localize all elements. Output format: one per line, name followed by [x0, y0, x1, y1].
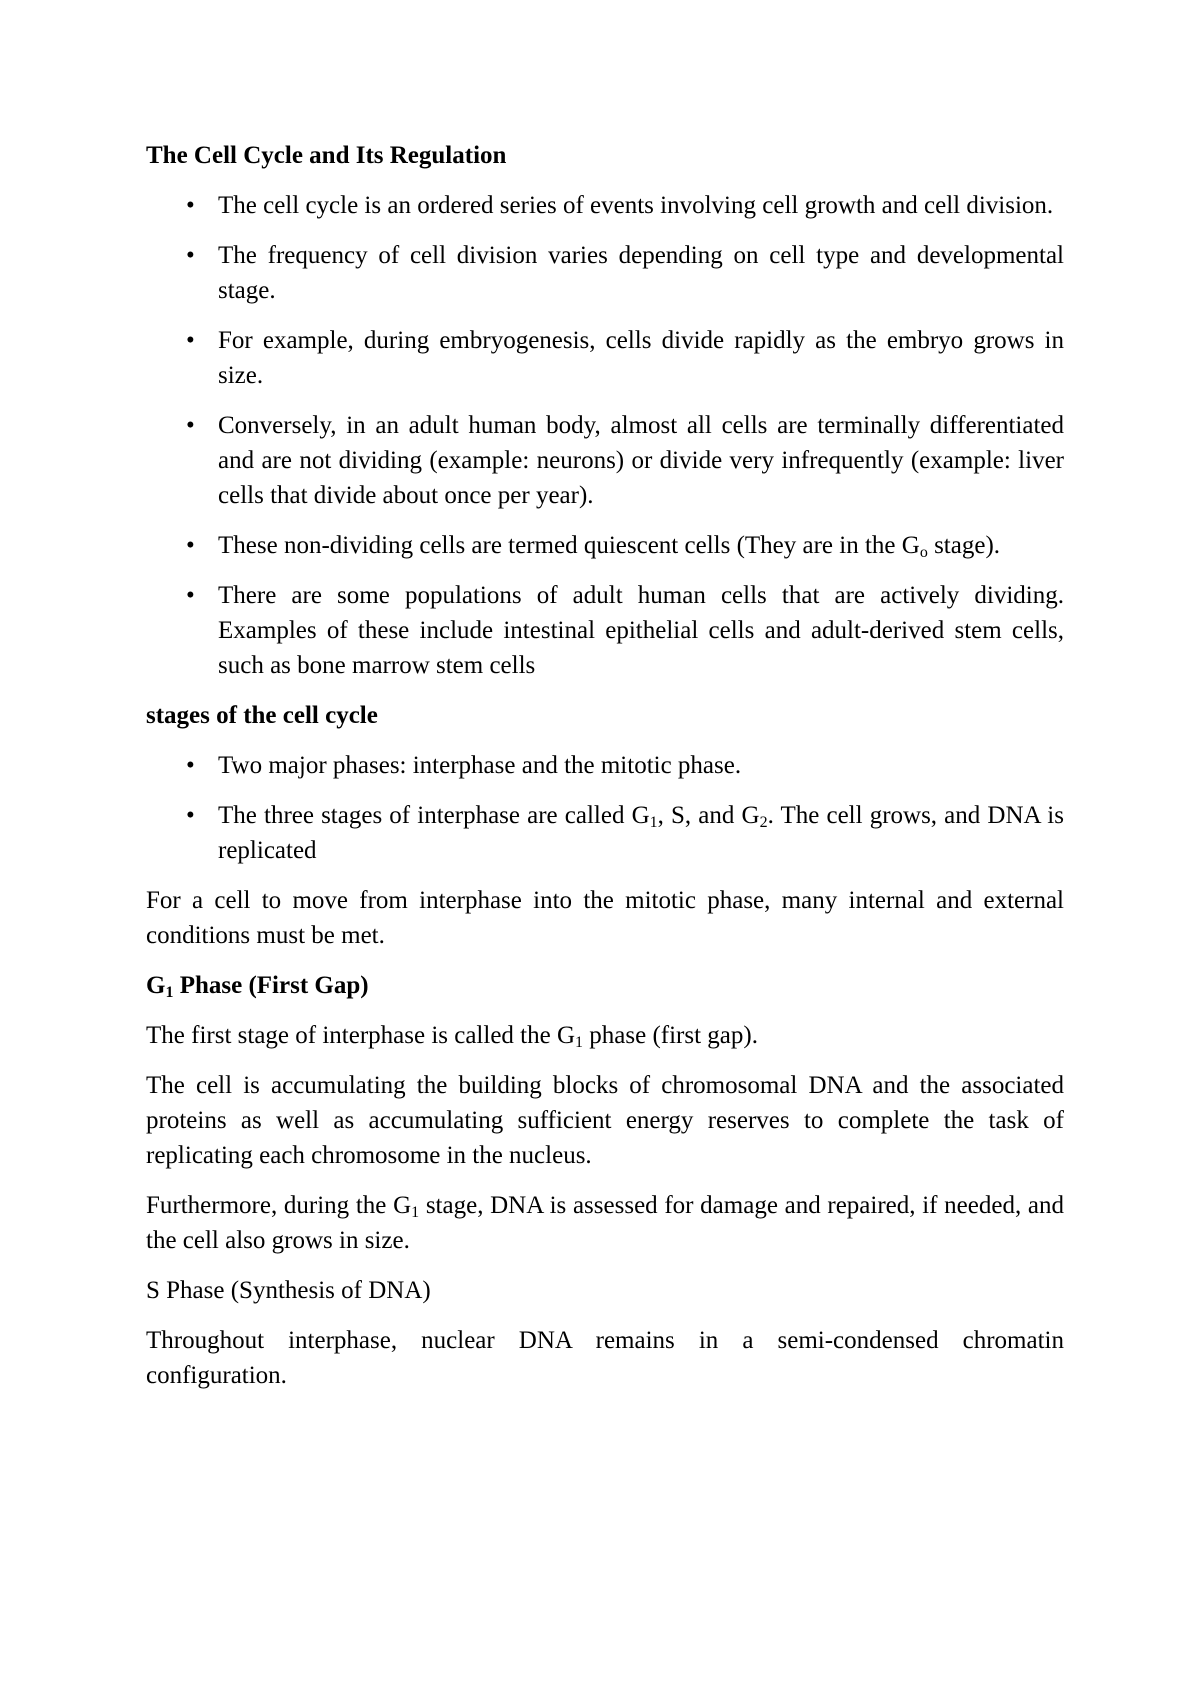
heading-text-part: Phase (First Gap) — [173, 972, 369, 999]
bullet-icon: • — [186, 582, 195, 609]
list-item-text: The cell cycle is an ordered series of events involving cell growth and cell division. — [218, 192, 1054, 219]
intro-bullet-list — [146, 188, 1064, 683]
paragraph-text-part: phase (first gap). — [583, 1022, 758, 1049]
subscript: o — [919, 544, 928, 561]
list-item — [146, 798, 1064, 868]
document-page — [146, 138, 1064, 1408]
list-item-text: There are some populations of adult human cells that are actively dividing. Examples of these include intestinal epithelial cells and adult-derived stem cells, such as bone marrow stem cells — [218, 582, 1064, 679]
list-item — [146, 188, 1064, 223]
list-item-text: Conversely, in an adult human body, almost all cells are terminally differentiated and are not dividing (example: neurons) or divide very infrequently (example: liver cells that divide about once per year). — [218, 412, 1064, 509]
subscript: 1 — [649, 814, 658, 831]
list-item-text-part: stage). — [927, 532, 1001, 559]
list-item-text: For example, during embryogenesis, cells divide rapidly as the embryo grows in size. — [218, 327, 1064, 389]
bullet-icon: • — [186, 412, 195, 439]
s-phase-paragraph: Throughout interphase, nuclear DNA remains in a semi-condensed chromatin configuration. — [146, 1327, 1064, 1389]
subscript: 2 — [759, 814, 768, 831]
bullet-icon: • — [186, 327, 195, 354]
list-item — [146, 323, 1064, 393]
list-item — [146, 238, 1064, 308]
bullet-icon: • — [186, 752, 195, 779]
list-item-text-part: The three stages of interphase are called G — [218, 802, 650, 829]
list-item — [146, 408, 1064, 513]
bullet-icon: • — [186, 192, 195, 219]
list-item-text: The frequency of cell division varies depending on cell type and developmental stage. — [218, 242, 1064, 304]
g1-paragraph-2: The cell is accumulating the building blocks of chromosomal DNA and the associated proteins as well as accumulating sufficient energy reserves to complete the task of replicating each chromosome in the nucleus. — [146, 1072, 1064, 1169]
transition-paragraph: For a cell to move from interphase into the mitotic phase, many internal and external conditions must be met. — [146, 887, 1064, 949]
subscript: 1 — [165, 984, 174, 1001]
bullet-icon: • — [186, 532, 195, 559]
g1-paragraph-1 — [146, 1018, 1064, 1053]
list-item — [146, 748, 1064, 783]
stages-bullet-list — [146, 748, 1064, 868]
g1-paragraph-3 — [146, 1188, 1064, 1258]
heading-text-part: G — [146, 972, 166, 999]
list-item-text: Two major phases: interphase and the mitotic phase. — [218, 752, 742, 779]
paragraph-text-part: Furthermore, during the G — [146, 1192, 412, 1219]
list-item — [146, 528, 1064, 563]
list-item-text-part: These non-dividing cells are termed quiescent cells (They are in the G — [218, 532, 920, 559]
bullet-icon: • — [186, 242, 195, 269]
subscript: 1 — [411, 1204, 420, 1221]
list-item-text-part: , S, and G — [657, 802, 760, 829]
paragraph-text-part: stage, DNA is assessed for damage and repaired, if needed, and the cell also grows in size. — [146, 1192, 1064, 1254]
paragraph-text-part: The first stage of interphase is called the G — [146, 1022, 576, 1049]
g1-heading — [146, 968, 1064, 1003]
list-item-text-part: . The cell grows, and DNA is replicated — [218, 802, 1064, 864]
list-item — [146, 578, 1064, 683]
s-phase-heading: S Phase (Synthesis of DNA) — [146, 1277, 431, 1304]
subscript: 1 — [575, 1034, 584, 1051]
bullet-icon: • — [186, 802, 195, 829]
document-title: The Cell Cycle and Its Regulation — [146, 142, 507, 169]
stages-heading: stages of the cell cycle — [146, 702, 378, 729]
